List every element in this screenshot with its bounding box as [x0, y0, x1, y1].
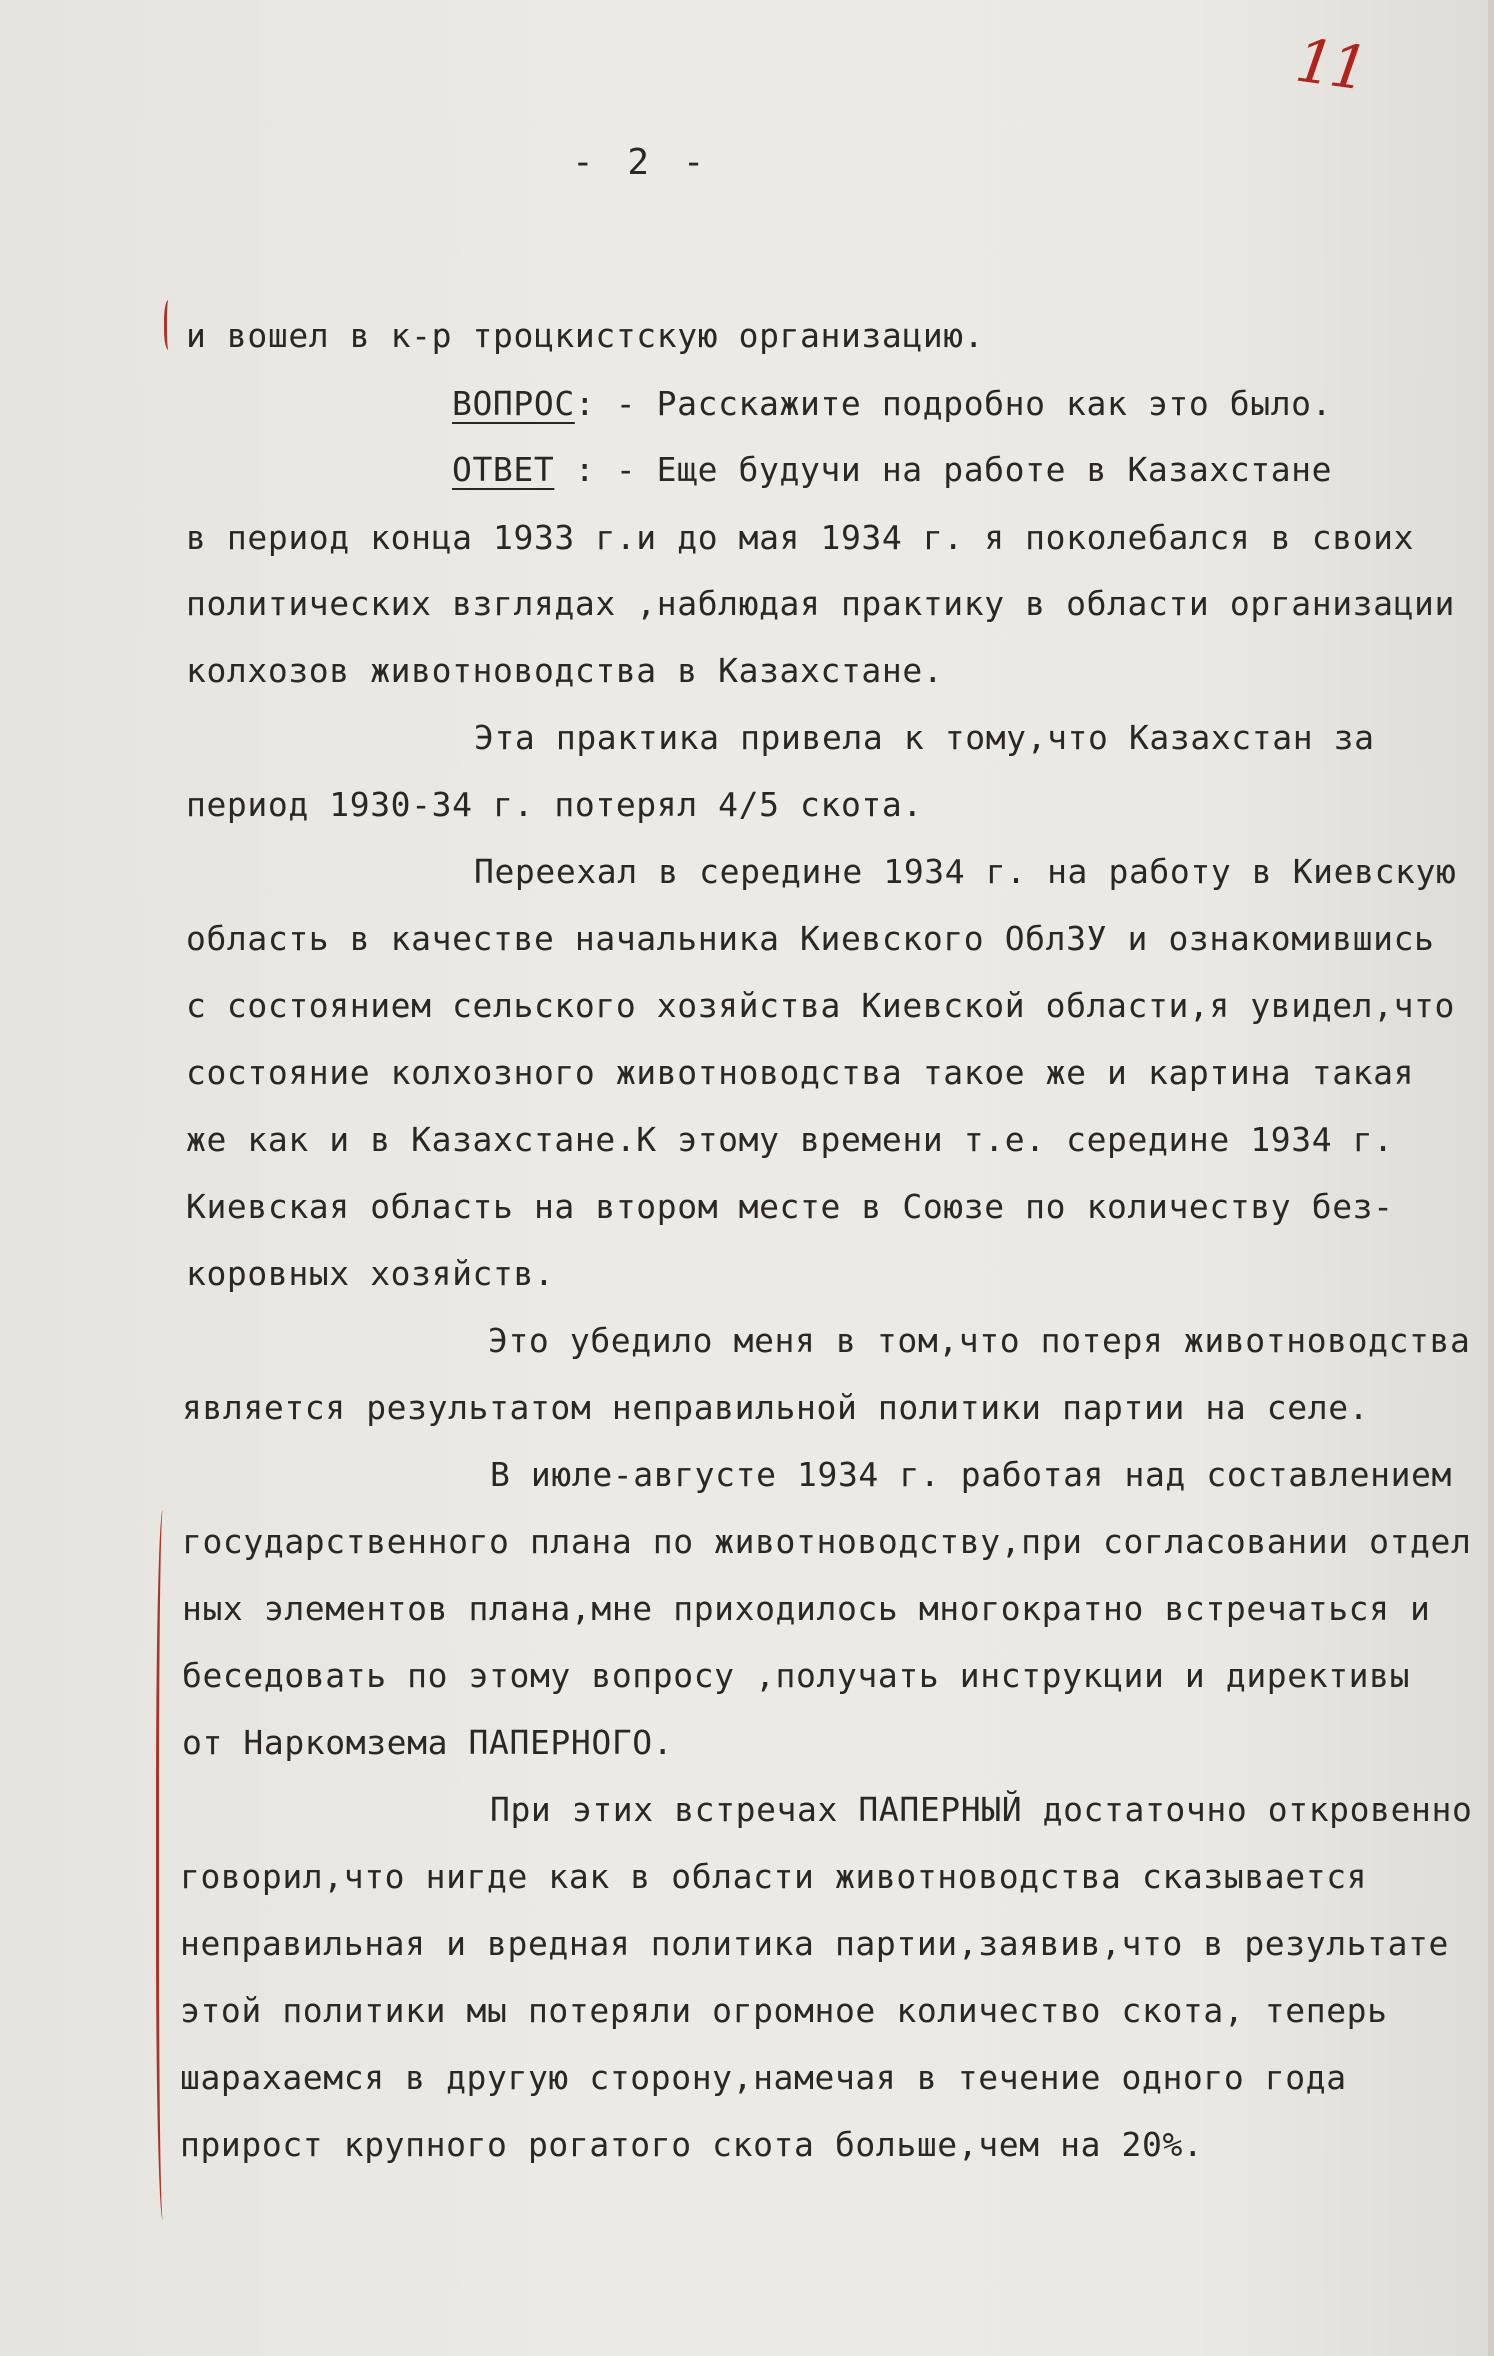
text-line: с состоянием сельского хозяйства Киевской области,я увидел,что — [186, 986, 1455, 1025]
text-line: колхозов животноводства в Казахстане. — [186, 651, 944, 690]
text-line: же как и в Казахстане.К этому времени т.е. середине 1934 г. — [186, 1120, 1394, 1159]
text-line: При этих встречах ПАПЕРНЫЙ достаточно откровенно — [490, 1790, 1473, 1829]
text-line: коровных хозяйств. — [186, 1254, 555, 1293]
text-line: состояние колхозного животноводства такое же и картина такая — [186, 1053, 1415, 1092]
answer-line — [452, 450, 1332, 490]
text-line: в период конца 1933 г.и до мая 1934 г. я поколебался в своих — [186, 518, 1415, 557]
text-line: беседовать по этому вопросу ,получать инструкции и директивы — [182, 1656, 1411, 1695]
text-line: Переехал в середине 1934 г. на работу в Киевскую — [474, 852, 1457, 891]
text-line: и вошел в к-р троцкистскую организацию. — [186, 316, 985, 355]
text-line: ных элементов плана,мне приходилось многократно встречаться и — [182, 1589, 1431, 1628]
text-line: говорил,что нигде как в области животноводства сказывается — [180, 1857, 1368, 1896]
answer-text: : - Еще будучи на работе в Казахстане — [554, 450, 1333, 489]
text-line: область в качестве начальника Киевского ОблЗУ и ознакомившись — [186, 919, 1435, 958]
page-number: - 2 - — [572, 142, 711, 183]
question-line — [452, 384, 1332, 424]
text-line: Эта практика привела к тому,что Казахстан за — [474, 718, 1375, 757]
text-line: политических взглядах ,наблюдая практику в области организации — [186, 584, 1455, 623]
text-line: период 1930-34 г. потерял 4/5 скота. — [186, 785, 923, 824]
margin-mark-top — [164, 300, 175, 350]
text-line: шарахаемся в другую сторону,намечая в течение одного года — [180, 2058, 1347, 2097]
text-line: государственного плана по животноводству,при согласовании отдел — [182, 1522, 1472, 1561]
margin-mark-bottom — [156, 1510, 173, 2220]
folio-number: 11 — [1291, 25, 1369, 105]
text-line: Это убедило меня в том,что потеря животноводства — [488, 1321, 1471, 1360]
text-line: прирост крупного рогатого скота больше,чем на 20%. — [180, 2125, 1204, 2164]
page-edge — [1488, 0, 1494, 2356]
text-line: Киевская область на втором месте в Союзе по количеству без- — [186, 1187, 1394, 1226]
text-line: неправильная и вредная политика партии,заявив,что в результате — [180, 1924, 1449, 1963]
text-line: является результатом неправильной политики партии на селе. — [182, 1388, 1370, 1427]
answer-label: ОТВЕТ — [452, 450, 555, 489]
text-line: В июле-августе 1934 г. работая над составлением — [490, 1455, 1452, 1494]
text-line: этой политики мы потеряли огромное количество скота, теперь — [180, 1991, 1388, 2030]
question-label: ВОПРОС — [452, 384, 575, 423]
question-text: : - Расскажите подробно как это было. — [574, 384, 1333, 423]
text-line: от Наркомзема ПАПЕРНОГО. — [182, 1723, 674, 1762]
